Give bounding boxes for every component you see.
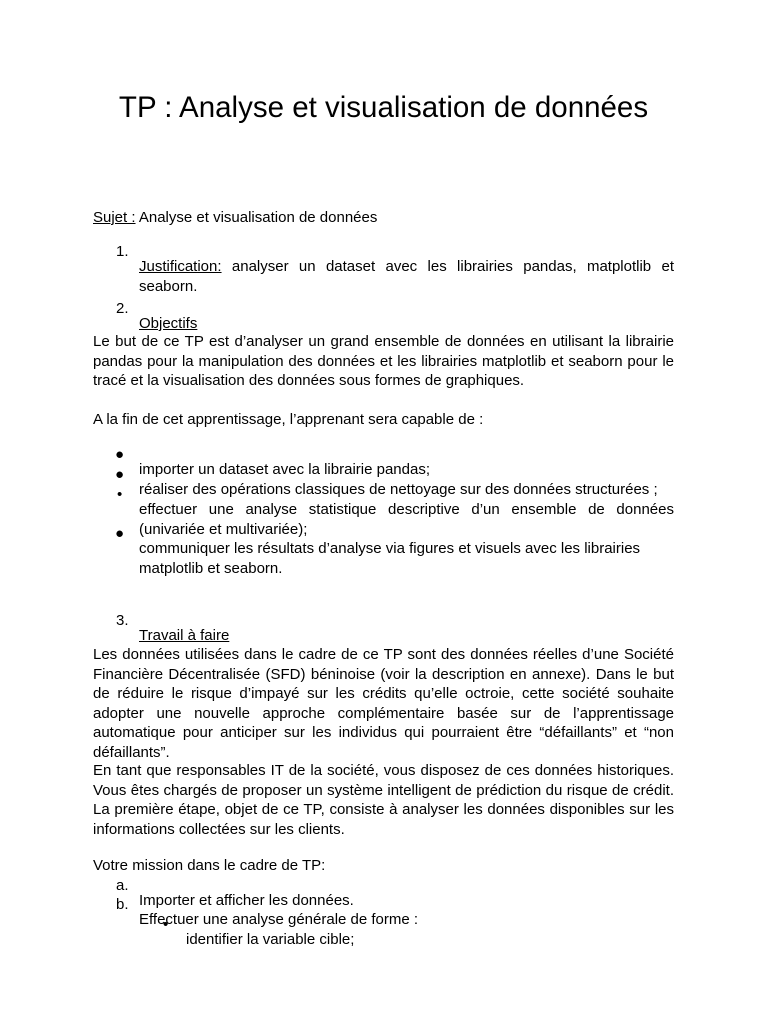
section-1-text — [139, 257, 674, 296]
objective-bullet-1: importer un dataset avec la librairie pandas; — [139, 461, 430, 478]
document-title: TP : Analyse et visualisation de données — [118, 91, 649, 124]
work-paragraph-1: Les données utilisées dans le cadre de ce TP sont des données réelles d’une Société Financière Décentralisée (SFD) béninoise (voir la description en annexe). Dans le but de réduire le risque d’impayé sur les crédits qu’elle octroie, cette société souhaite adopter une nouvelle approche complémentaire basée sur de l’apprentissage automatique pour anticiper sur les individus qui pourraient être “défaillants” et “non défaillants”. — [93, 646, 674, 761]
section-3-heading: Travail à faire — [139, 627, 230, 644]
subject-text: Analyse et visualisation de données — [135, 209, 378, 226]
subject-label: Sujet : — [93, 209, 136, 226]
section-2-heading: Objectifs — [139, 315, 198, 332]
task-b-letter: b. — [116, 896, 129, 913]
section-1-number: 1. — [116, 243, 129, 260]
objective-bullet-4: communiquer les résultats d’analyse via figures et visuels avec les librairies matplotlib et seaborn. — [139, 540, 641, 577]
sub-bullet-1: identifier la variable cible; — [186, 931, 355, 948]
mission-lead: Votre mission dans le cadre de TP: — [93, 857, 326, 874]
objectives-intro: Le but de ce TP est d’analyser un grand ensemble de données en utilisant la librairie pandas pour la manipulation des données et les librairies matplotlib et seaborn pour le tracé et la visualisation des données sous formes de graphiques. — [93, 333, 674, 389]
task-b-text: Effectuer une analyse générale de forme : — [139, 911, 419, 928]
section-1-body: analyser un dataset avec les librairies pandas, matplotlib et seaborn. — [139, 258, 674, 295]
bullet-icon — [115, 465, 124, 485]
section-3-number: 3. — [116, 612, 129, 629]
section-2-number: 2. — [116, 300, 129, 317]
bullet-icon — [115, 524, 124, 544]
task-a-text: Importer et afficher les données. — [139, 892, 354, 909]
objective-bullet-3: effectuer une analyse statistique descriptive d’un ensemble de données (univariée et multivariée); — [139, 501, 674, 538]
bullet-icon — [115, 445, 124, 465]
task-a-letter: a. — [116, 877, 129, 894]
objectives-lead: A la fin de cet apprentissage, l’apprenant sera capable de : — [93, 411, 484, 428]
work-paragraph-2: En tant que responsables IT de la société, vous disposez de ces données historiques. Vous êtes chargés de proposer un système intelligent de prédiction du risque de crédit. La première étape, objet de ce TP, consiste à analyser les données disponibles sur les informations collectées sur les clients. — [93, 762, 674, 838]
section-1-heading: Justification: — [139, 258, 222, 275]
bullet-icon — [117, 485, 122, 505]
subject-line — [93, 208, 674, 228]
bullet-icon — [163, 915, 168, 935]
objective-bullet-2: réaliser des opérations classiques de nettoyage sur des données structurées ; — [139, 481, 658, 498]
